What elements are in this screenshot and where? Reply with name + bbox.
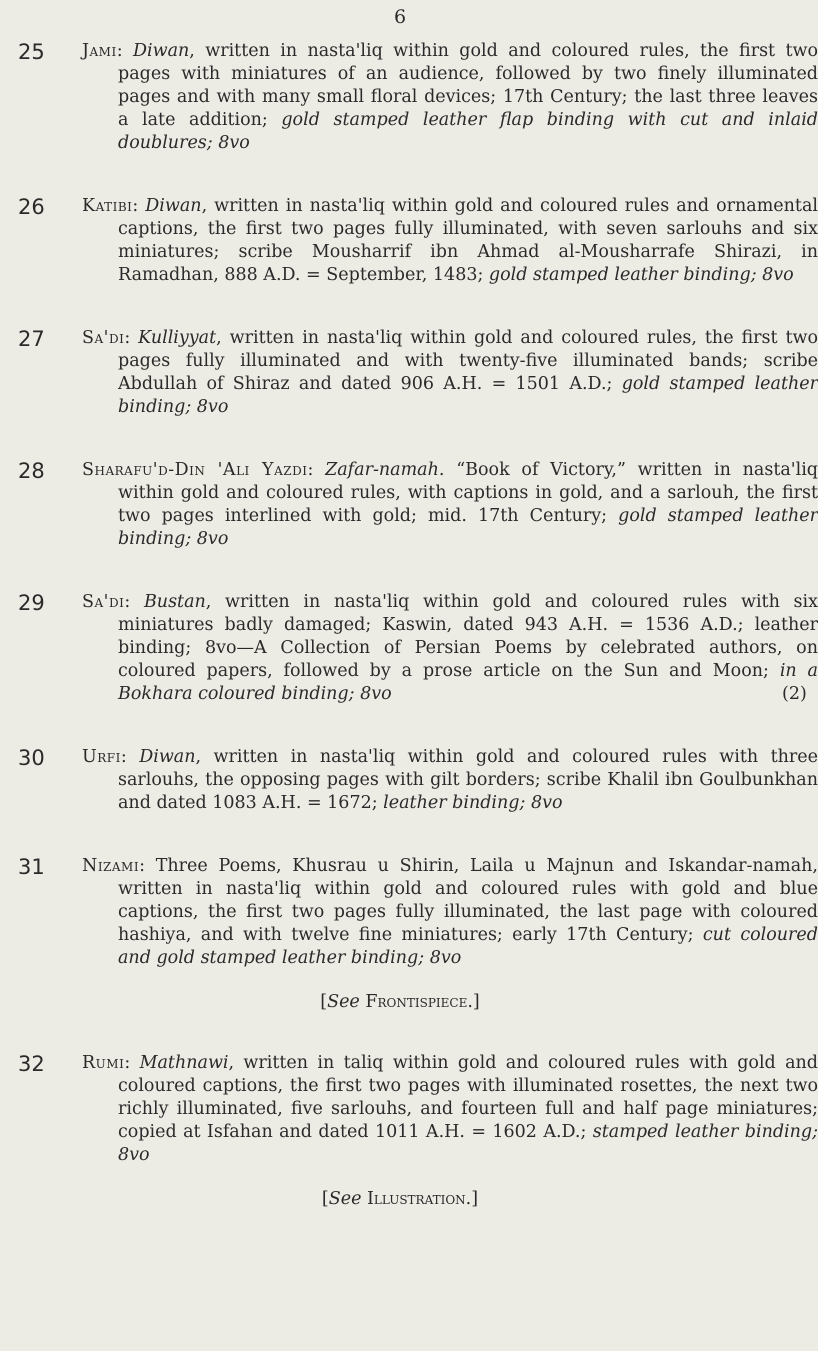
entry-title: Zafar-namah [325, 460, 439, 480]
entry-body: , written in nasta'liq within gold and coloured rules, the first two pages with miniatures of an audience, followed by two finely illuminated pages and with many small floral devices; 17th Century; the last three leaves a late addition; [118, 41, 818, 130]
entry-author: Urfi [82, 747, 121, 767]
catalogue-entries [0, 40, 818, 1249]
lot-number: 26 [18, 195, 45, 219]
entry-description: Sa'di: Kulliyyat, written in nasta'liq within gold and coloured rules, the first two pages fully illuminated and with twenty-five illuminated bands; scribe Abdullah of Shiraz and dated 906 A.H. = 1501 A.D.; gold stamped leather binding; 8vo [82, 328, 818, 417]
entry-title: Bustan [143, 592, 206, 612]
entry-author: Sa'di [82, 328, 125, 348]
entry-binding: stamped leather binding; 8vo [118, 1122, 818, 1165]
lot-number: 29 [18, 591, 45, 615]
entry-binding: gold stamped leather binding; 8vo [488, 265, 794, 285]
catalogue-entry [0, 459, 818, 551]
lot-number: 32 [18, 1052, 45, 1076]
entry-body: , written in nasta'liq within gold and coloured rules, the first two pages fully illuminated and with twenty-five illuminated bands; scribe Abdullah of Shiraz and dated 906 A.H. = 1501 A.D.; [118, 328, 818, 394]
reference-note: [See Frontispiece.] [320, 992, 480, 1012]
entry-body: , written in nasta'liq within gold and coloured rules and ornamental captions, the first two pages fully illuminated, with seven sarlouhs and six miniatures; scribe Mousharrif ibn Ahmad al-Mousharrafe Shirazi, in Ramadhan, 888 A.D. = September, 1483; [118, 196, 818, 285]
page-number: 6 [393, 6, 407, 28]
lot-number: 30 [18, 746, 45, 770]
entry-title: Diwan [145, 196, 202, 216]
lot-number: 25 [18, 40, 45, 64]
entry-body: , written in nasta'liq within gold and coloured rules with three sarlouhs, the opposing pages with gilt borders; scribe Khalil ibn Goulbunkhan and dated 1083 A.H. = 1672; [118, 747, 818, 813]
entry-binding: gold stamped leather binding; 8vo [118, 374, 818, 417]
entry-title: Diwan [139, 747, 196, 767]
catalogue-entry [0, 195, 818, 287]
catalogue-entry [0, 327, 818, 419]
see-label: See [328, 1189, 368, 1209]
reference-note: [See Illustration.] [321, 1189, 479, 1209]
entry-description: Rumi: Mathnawi, written in taliq within gold and coloured rules with gold and coloured captions, the first two pages with illuminated rosettes, the next two richly illuminated, five sarlouhs, and fourteen full and half page miniatures; copied at Isfahan and dated 1011 A.H. = 1602 A.D.; stamped leather binding; 8vo [82, 1053, 818, 1165]
entry-body: , written in nasta'liq within gold and coloured rules with six miniatures badly damaged; Kaswin, dated 943 A.H. = 1536 A.D.; leather binding; 8vo—A Collection of Persian Poems by celebrated authors, on coloured papers, followed by a prose article on the Sun and Moon; [118, 592, 818, 681]
entry-body: : Three Poems, Khusrau u Shirin, Laila u Majnun and Iskandar-namah, written in nasta'liq within gold and coloured rules with gold and blue captions, the first two pages fully illuminated, the last page with coloured hashiya, and with twelve fine miniatures; early 17th Century; [118, 856, 818, 945]
entry-description: Jami: Diwan, written in nasta'liq within gold and coloured rules, the first two pages with miniatures of an audience, followed by two finely illuminated pages and with many small floral devices; 17th Century; the last three leaves a late addition; gold stamped leather flap binding with cut and inlaid doublures; 8vo [82, 41, 818, 153]
entry-binding: in a Bokhara coloured binding; 8vo [118, 661, 818, 704]
reference-target: Frontispiece. [365, 992, 473, 1012]
entry-description: Katibi: Diwan, written in nasta'liq within gold and coloured rules and ornamental captions, the first two pages fully illuminated, with seven sarlouhs and six miniatures; scribe Mousharrif ibn Ahmad al-Mousharrafe Shirazi, in Ramadhan, 888 A.D. = September, 1483; gold stamped leather binding; 8vo [82, 196, 818, 285]
entry-author: Rumi [82, 1053, 125, 1073]
see-label: See [327, 992, 366, 1012]
entry-body: . “Book of Victory,” written in nasta'liq within gold and coloured rules, with captions in gold, and a sarlouh, the first two pages interlined with gold; mid. 17th Century; [118, 460, 818, 526]
lot-number: 27 [18, 327, 45, 351]
entry-binding: leather binding; 8vo [383, 793, 563, 813]
lot-number: 31 [18, 855, 45, 879]
catalogue-entry [0, 591, 818, 706]
entry-binding: gold stamped leather binding; 8vo [118, 506, 818, 549]
entry-binding: gold stamped leather flap binding with cut and inlaid doublures; 8vo [118, 110, 818, 153]
entry-title: Kulliyyat [138, 328, 217, 348]
entry-description: Sharafu'd-Din 'Ali Yazdi: Zafar-namah. “Book of Victory,” written in nasta'liq within gold and coloured rules, with captions in gold, and a sarlouh, the first two pages interlined with gold; mid. 17th Century; gold stamped leather binding; 8vo [82, 460, 818, 549]
catalogue-entry [0, 1052, 818, 1209]
entry-author: Katibi [82, 196, 133, 216]
entry-description [82, 855, 818, 970]
lot-number: 28 [18, 459, 45, 483]
entry-description: Urfi: Diwan, written in nasta'liq within gold and coloured rules with three sarlouhs, the opposing pages with gilt borders; scribe Khalil ibn Goulbunkhan and dated 1083 A.H. = 1672; leather binding; 8vo [82, 747, 818, 813]
entry-title: Mathnawi [139, 1053, 229, 1073]
entry-author: Jami [82, 41, 117, 61]
catalogue-entry [0, 746, 818, 815]
entry-description: Sa'di: Bustan, written in nasta'liq within gold and coloured rules with six miniatures badly damaged; Kaswin, dated 943 A.H. = 1536 A.D.; leather binding; 8vo—A Collection of Persian Poems by celebrated authors, on coloured papers, followed by a prose article on the Sun and Moon; in a Bokhara coloured binding; 8vo (2) [82, 592, 818, 704]
entry-author: Sharafu'd-Din 'Ali Yazdi [82, 460, 308, 480]
catalogue-entry [0, 855, 818, 1012]
entry-title: Diwan [132, 41, 190, 61]
reference-target: Illustration. [367, 1189, 472, 1209]
entry-binding: cut coloured and gold stamped leather binding; 8vo [118, 925, 818, 968]
entry-body: , written in taliq within gold and coloured rules with gold and coloured captions, the first two pages with illuminated rosettes, the next two richly illuminated, five sarlouhs, and fourteen full and half page miniatures; copied at Isfahan and dated 1011 A.H. = 1602 A.D.; [118, 1053, 818, 1142]
catalogue-entry [0, 40, 818, 155]
entry-author: Sa'di [82, 592, 125, 612]
entry-author: Nizami [82, 856, 140, 876]
